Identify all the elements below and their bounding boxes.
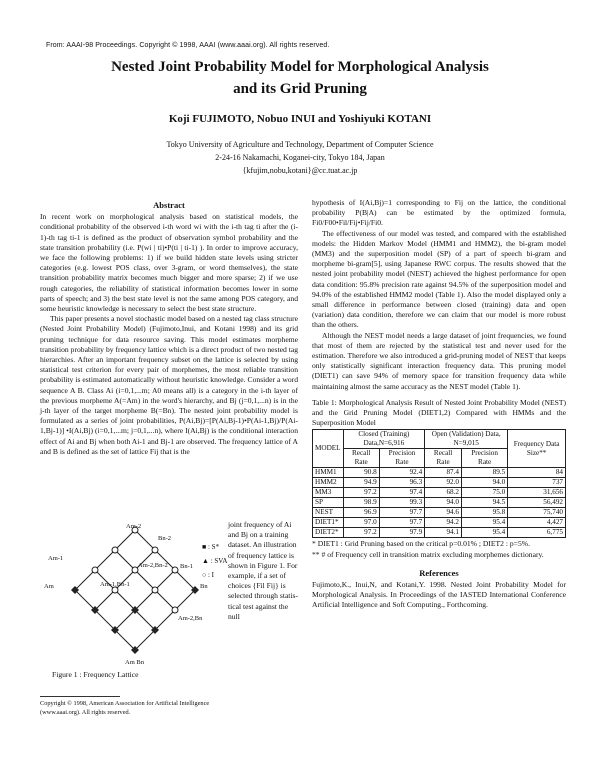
table-cell-value: 97.4 <box>379 488 424 498</box>
table-cell-value: 95.4 <box>462 528 508 538</box>
copyright-header: From: AAAI-98 Proceedings. Copyright © 1998, AAAI (www.aaai.org). All rights reserved. <box>46 42 330 49</box>
table-cell-model: HMM2 <box>313 478 344 488</box>
right-paragraph-1: hypothesis of I(Ai,Bj)=1 corresponding to Fij on the lattice, the conditional probability P(B|A) can be estimated by the optimized formula, Fi0/F00•Fil/Fij•Fij/Fi0. <box>312 198 566 228</box>
table-cell-value: 94.1 <box>425 528 462 538</box>
affiliation-line2: 2-24-16 Nakamachi, Koganei-city, Tokyo 184, Japan <box>215 153 385 162</box>
references-heading: References <box>419 567 459 578</box>
table-cell-model: MM3 <box>313 488 344 498</box>
table-cell-model: NEST <box>313 508 344 518</box>
table-cell-model: DIET2* <box>313 528 344 538</box>
table-cell-value: 99.3 <box>379 498 424 508</box>
lattice-label-right-mid: Bn-1 <box>180 563 193 570</box>
legend-square-icon: ■ <box>202 543 207 551</box>
table-subheader: Recall Rate <box>425 449 462 468</box>
lattice-label-left-mid: Am-1 <box>48 555 64 562</box>
lattice-label-mid: Am-2,Bn-2 <box>138 562 168 569</box>
table-header-frequency: Frequency Data Size** <box>508 430 566 468</box>
lattice-label-inner: Am-1,Bn-1 <box>100 581 130 588</box>
table-cell-value: 87.4 <box>425 468 462 478</box>
table-cell-value: 95.4 <box>462 518 508 528</box>
right-column <box>312 198 566 611</box>
table-cell-value: 96.9 <box>343 508 379 518</box>
table-cell-value: 97.9 <box>379 528 424 538</box>
table-cell-value: 68.2 <box>425 488 462 498</box>
table-cell-value: 97.2 <box>343 488 379 498</box>
table-header-open: Open (Validation) Data, N=9,015 <box>425 430 508 449</box>
figure-legend: ■ : S* ▲ : SVA ○ : I <box>202 543 228 579</box>
affiliation-email: {kfujim,nobu,kotani}@cc.tuat.ac.jp <box>242 166 358 175</box>
table-caption: Table 1: Morphological Analysis Result of Nested Joint Probability Model (NEST) and the Grid Pruning Model (DIET1,2) Compared with HMMs and the Superposition Model <box>312 397 566 428</box>
frequency-lattice-figure <box>40 520 220 670</box>
table-row <box>313 518 566 528</box>
table-cell-value: 95.8 <box>462 508 508 518</box>
table-subheader: Precision Rate <box>462 449 508 468</box>
table-cell-value: 97.7 <box>379 518 424 528</box>
footnote-rule <box>40 696 120 697</box>
table-cell-model: HMM1 <box>313 468 344 478</box>
table-cell-value: 94.6 <box>425 508 462 518</box>
table-cell-value: 94.5 <box>462 498 508 508</box>
table-row <box>313 468 566 478</box>
table-cell-value: 97.7 <box>379 508 424 518</box>
table-cell-value: 94.0 <box>425 498 462 508</box>
table-cell-model: SP <box>313 498 344 508</box>
right-paragraph-3: Although the NEST model needs a large dataset of joint frequencies, we found that most of them are rejected by the statistical test and never used for the estimation. Therefore we also introduced a grid-pruning model of NEST that keeps only statistically significant interaction frequency data. This pruning model (DIET1) can save 94% of memory space for transition frequency data while maintaining almost the same accuracy as the NEST model (Table 1). <box>312 330 566 391</box>
table-row <box>313 478 566 488</box>
lattice-outline <box>75 530 195 650</box>
legend-triangle-icon: ▲ <box>202 557 209 565</box>
table-cell-value: 94.2 <box>425 518 462 528</box>
table-cell-value: 92.0 <box>425 478 462 488</box>
figure-caption: Figure 1 : Frequency Lattice <box>52 670 139 679</box>
table-cell-value: 96.3 <box>379 478 424 488</box>
table-cell-value: 89.5 <box>462 468 508 478</box>
table-note-2: ** # of Frequency cell in transition matrix excluding morphemes dictionary. <box>312 549 544 559</box>
authors: Koji FUJIMOTO, Nobuo INUI and Yoshiyuki KOTANI <box>168 113 432 125</box>
table-cell-value: 90.8 <box>343 468 379 478</box>
table-cell-value: 97.2 <box>343 528 379 538</box>
table-cell-value: 75.0 <box>462 488 508 498</box>
table-subheader: Recall Rate <box>343 449 379 468</box>
table-row <box>313 508 566 518</box>
table-cell-value: 6,775 <box>508 528 566 538</box>
abstract-paragraph-1: In recent work on morphological analysis based on statistical models, the conditional probability of the observed i-th word wi with the i-th tag ti after the (i-1)-th tag ti-1 is defined as the product of observation symbol probability and the state transition probability (i.e. P(wi | ti)•P(ti | ti-1) ). In order to improve accuracy, we face the following problems: 1) if we build hidden state levels using stricter categories (e.g. lowest POS class, over 3-gram, or word themselves), the state transition probability matrix becomes much bigger and more sparse; 2) if we use rough categories, the reliability of statistical information becomes lower in some parts of speech; and 3) the best state level is not the same among POS category, and some heuristic knowledge is necessary to select the best state structure. <box>40 212 298 314</box>
table-cell-value: 92.4 <box>379 468 424 478</box>
table-cell-value: 97.0 <box>343 518 379 528</box>
lattice-label-right: Bn <box>200 583 208 590</box>
table-cell-value: 31,656 <box>508 488 566 498</box>
table-cell-value: 56,492 <box>508 498 566 508</box>
table-cell-value: 737 <box>508 478 566 488</box>
table-cell-value: 75,740 <box>508 508 566 518</box>
lattice-label-top: Am-2 <box>126 523 142 530</box>
paper-title-line1: Nested Joint Probability Model for Morphological Analysis <box>111 59 489 75</box>
affiliation-line1: Tokyo University of Agriculture and Technology, Department of Computer Science <box>166 140 434 149</box>
table-cell-value: 94.0 <box>462 478 508 488</box>
lattice-label-bottom: Am Bn <box>125 659 144 666</box>
reference-entry: Fujimoto,K., Inui,N, and Kotani,Y. 1998. Nested Joint Probability Model for Morphological Analysis. In Proceedings of the IASTED International Conference Artificial Intelligence and Soft Computing., Forthcoming. <box>312 580 566 610</box>
lattice-label-right-top: Bn-2 <box>158 535 171 542</box>
abstract-heading: Abstract <box>153 200 185 210</box>
copyright-footnote: Copyright © 1998, American Association for Artificial Intelligence (www.aaai.org). All rights reserved. <box>40 700 210 716</box>
table-row <box>313 488 566 498</box>
table-header-model: MODEL <box>313 430 344 468</box>
table-cell-model: DIET1* <box>313 518 344 528</box>
table-cell-value: 84 <box>508 468 566 478</box>
left-column <box>40 200 298 457</box>
legend-circle-icon: ○ <box>202 571 207 579</box>
right-paragraph-2: The effectiveness of our model was tested, and compared with the established models: the Hidden Markov Model (HMM1 and HMM2), the bi-gram model (MM3) and the superposition model (SP) of a part of speech bi-gram and morpheme bi-gram[5], using Japanese RWC corpus. The results showed that the nested joint probability model (NEST) achieved the highest performance for open data condition: 95.8% precision rate against 94.5% of the superposition model and 94.0% of the established HMM2 model (Table 1). Also the model displayed only a small difference in performance between closed (training) data and open (variation) data condition, therefore we can claim that our model is more robust than the others. <box>312 228 566 330</box>
abstract-paragraph-2: This paper presents a novel stochastic model based on a nested tag class structure (Nested Joint Probability Model) (Fujimoto,Inui, and Kotani 1998) and its grid pruning technique for data resource saving. This model estimates morpheme transition probability by frequency lattice which is a direct product of two nested tag hierarchies. After an important frequency subset on the lattice is selected by using statistical test criterion for every pair of morphemes, the most reliable transition probability is estimated automatically without heuristic knowledge. Consider a word sequence A B. Class Ai (i=0,1,...m; A0 means all) is a category in the i-th layer of the previous morpheme A(=Am) in the word's hierarchy, and Bj (j=0,1,...n) is in the j-th layer of the target morpheme B(=Bn). The nested joint probability model is formulated as a series of joint probabilities, P(Ai,Bj)=[P(Ai,Bj-1)•P(Ai-1,Bj)/P(Ai-1,Bj-1)] •I(Ai,Bj) (i=0,1,...m; j=0,1,...n), where I(Ai,Bj) is the conditional interaction effect of Ai and Bj when both Ai-1 and Bj-1 are observed. The frequency lattice of A and B is defined as the set of lattice Fij that is the <box>40 314 298 456</box>
paper-title-line2: and its Grid Pruning <box>233 81 367 97</box>
results-table <box>312 429 566 538</box>
figure-side-text: joint frequency of Ai and Bj on a training dataset. An illustration of frequency lattice is shown in Figure 1. For example, if a set of choices {Fil Fij} is selected through statis-tical test against the null <box>228 520 299 621</box>
table-cell-value: 4,427 <box>508 518 566 528</box>
table-note-1: * DIET1 : Grid Pruning based on the critical p=0.01% ; DIET2 : p=5%. <box>312 539 530 549</box>
table-row <box>313 498 566 508</box>
table-subheader: Precision Rate <box>379 449 424 468</box>
table-cell-value: 94.9 <box>343 478 379 488</box>
lattice-label-left: Am <box>44 583 54 590</box>
table-row <box>313 528 566 538</box>
lattice-label-bottom-right: Am-2,Bn <box>178 615 203 622</box>
table-header-closed: Closed (Training) Data,N=6,916 <box>343 430 425 449</box>
table-cell-value: 98.9 <box>343 498 379 508</box>
